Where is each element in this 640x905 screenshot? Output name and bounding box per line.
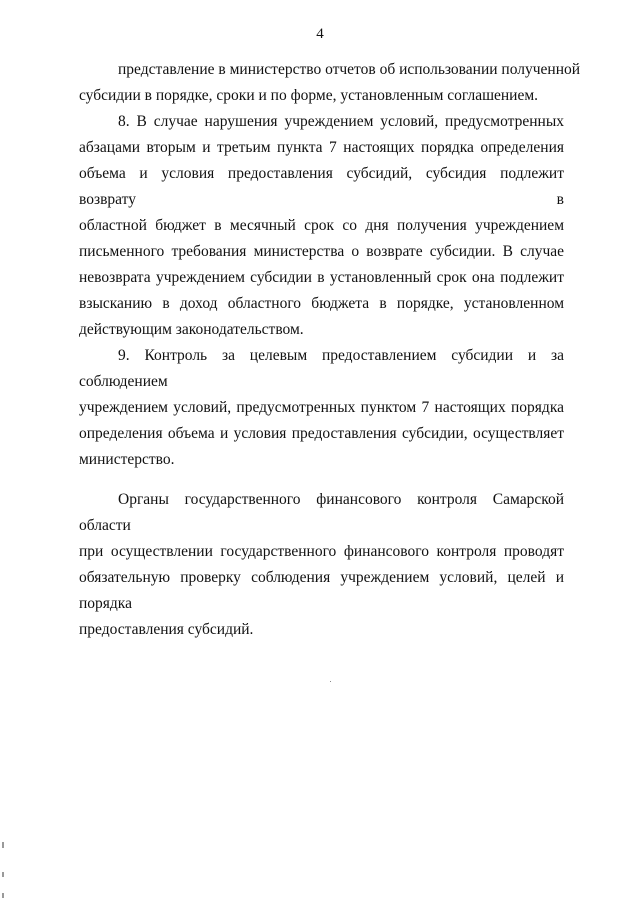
text-line: субсидии в порядке, сроки и по форме, установленным соглашением. (79, 87, 539, 104)
paragraph (79, 109, 564, 343)
text-line: 8. В случае нарушения учреждением условий, предусмотренных (118, 113, 564, 130)
text-line: представление в министерство отчетов об использовании полученной (118, 61, 581, 78)
text-line: взысканию в доход областного бюджета в порядке, установленном (79, 295, 564, 312)
paragraph (79, 57, 581, 109)
text-line: предоставления субсидий. (79, 621, 254, 638)
scan-edge-mark (2, 842, 4, 848)
scan-edge-mark (2, 872, 4, 877)
text-line: учреждением условий, предусмотренных пунктом 7 настоящих порядка (79, 399, 564, 416)
text-line: при осуществлении государственного финансового контроля проводят (79, 543, 564, 560)
text-line: министерство. (79, 451, 175, 468)
text-line: Органы государственного финансового контроля Самарской области (79, 491, 564, 534)
scan-speck (330, 681, 331, 682)
text-line: обязательную проверку соблюдения учреждением условий, целей и порядка (79, 569, 564, 612)
text-line: невозврата учреждением субсидии в установленный срок она подлежит (79, 269, 564, 286)
document-body (79, 57, 581, 643)
text-line: 9. Контроль за целевым предоставлением субсидии и за соблюдением (79, 347, 564, 390)
scan-edge-mark (2, 893, 4, 898)
text-line: абзацами вторым и третьим пункта 7 настоящих порядка определения (79, 139, 564, 156)
page-number: 4 (316, 26, 324, 42)
paragraph (79, 343, 564, 473)
paragraph (79, 487, 564, 643)
text-line: письменного требования министерства о возврате субсидии. В случае (79, 243, 564, 260)
text-line: объема и условия предоставления субсидий, субсидия подлежит возврату в (79, 165, 564, 208)
text-line: определения объема и условия предоставления субсидии, осуществляет (79, 425, 564, 442)
text-line: действующим законодательством. (79, 321, 304, 338)
text-line: областной бюджет в месячный срок со дня получения учреждением (79, 217, 564, 234)
